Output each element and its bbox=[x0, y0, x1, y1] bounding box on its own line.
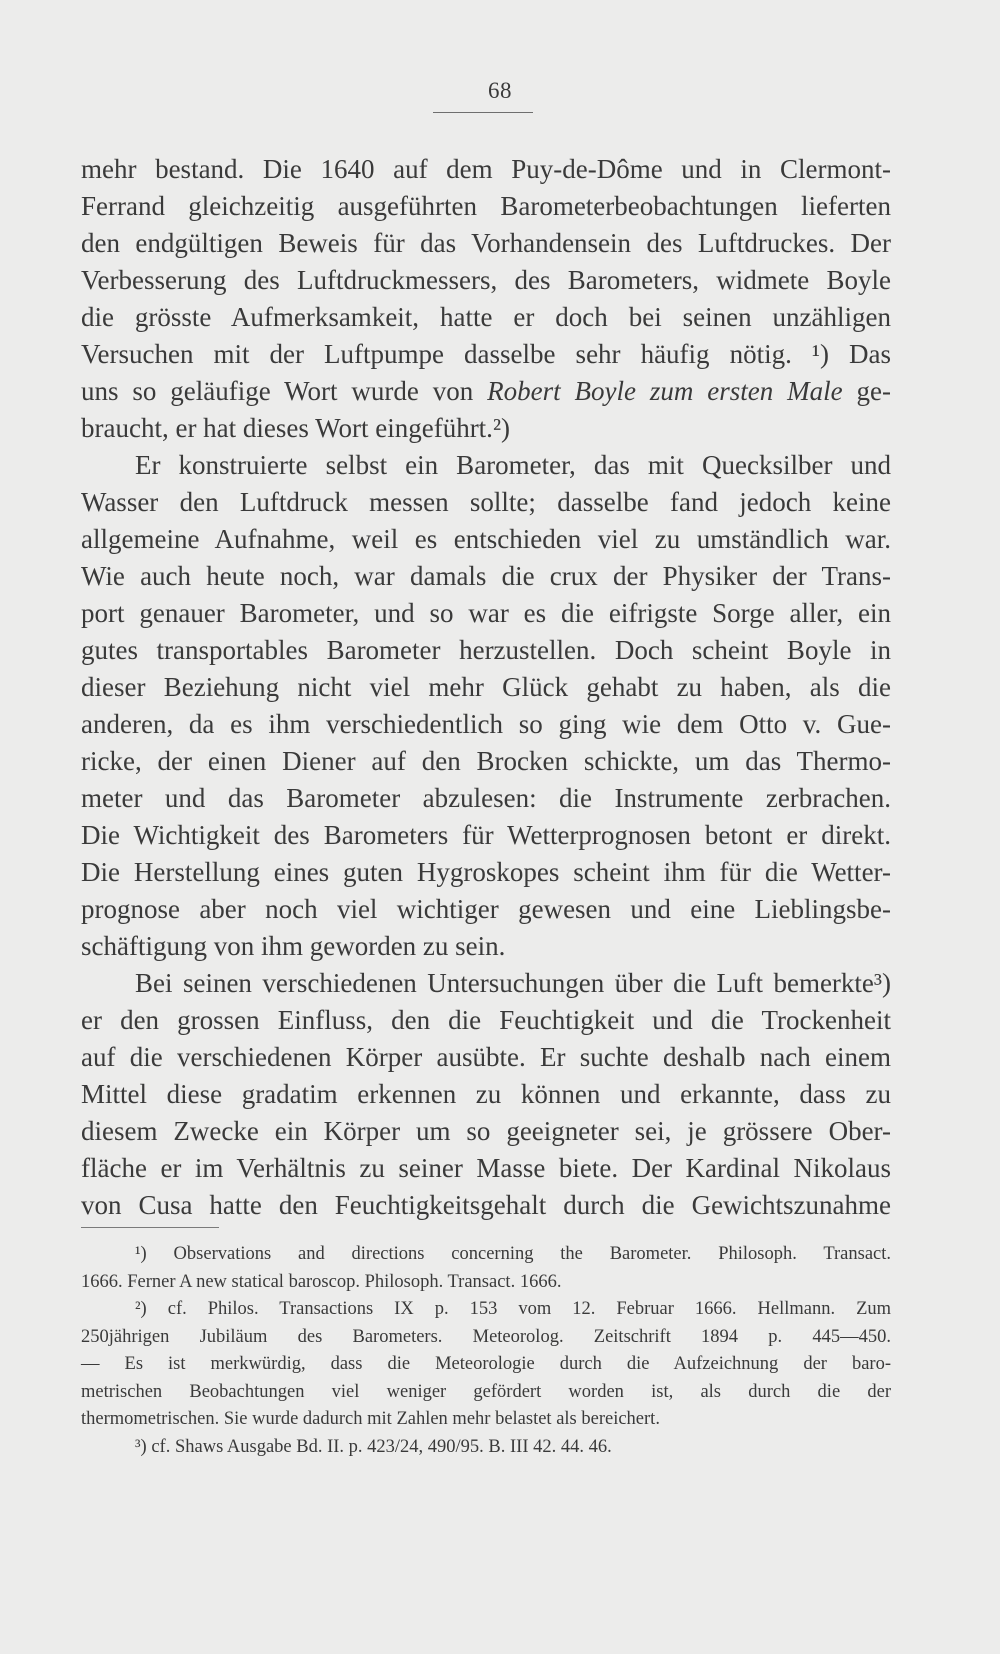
text-line: Die Wichtigkeit des Barometers für Wetterprognosen betont er direkt. bbox=[81, 820, 891, 850]
text-line: Wie auch heute noch, war damals die crux der Physiker der Trans- bbox=[81, 561, 891, 591]
footnote-marker: ²) bbox=[135, 1299, 147, 1319]
footnote-line: 1666. Ferner A new statical baroscop. Philosoph. Transact. 1666. bbox=[81, 1271, 562, 1292]
text-line: schäftigung von ihm geworden zu sein. bbox=[81, 931, 506, 961]
footnotes bbox=[81, 1241, 891, 1461]
footnote-line bbox=[81, 1434, 891, 1462]
text-segment: uns so geläufige Wort wurde von bbox=[81, 376, 474, 406]
text-line bbox=[81, 965, 891, 1002]
text-segment: ge- bbox=[856, 376, 892, 406]
text-line: Wasser den Luftdruck messen sollte; dasselbe fand jedoch keine bbox=[81, 487, 891, 517]
text-line: diesem Zwecke ein Körper um so geeigneter sei, je grössere Ober- bbox=[81, 1116, 891, 1146]
text-line: mehr bestand. Die 1640 auf dem Puy-de-Dôme und in Clermont- bbox=[81, 154, 891, 184]
footnote-line bbox=[81, 1296, 891, 1324]
footnote-reference: ³) bbox=[873, 968, 891, 998]
text-line: die grösste Aufmerksamkeit, hatte er doch bei seinen unzähligen bbox=[81, 302, 891, 332]
text-line: ricke, der einen Diener auf den Brocken schickte, um das Thermo- bbox=[81, 746, 891, 776]
page-number-rule bbox=[433, 112, 533, 113]
text-line: allgemeine Aufnahme, weil es entschieden viel zu umständlich war. bbox=[81, 524, 891, 554]
footnote-text: Observations and directions concerning the Barometer. Philosoph. Transact. bbox=[173, 1244, 892, 1264]
footnote-line: thermometrischen. Sie wurde dadurch mit Zahlen mehr belastet als bereichert. bbox=[81, 1409, 660, 1429]
text-segment: Versuchen mit der Luftpumpe dasselbe sehr häufig nötig. bbox=[81, 339, 792, 369]
text-segment: Bei seinen verschiedenen Untersuchungen über die Luft bemerkte bbox=[135, 968, 874, 998]
footnote-text: cf. Shaws Ausgabe Bd. II. p. 423/24, 490/95. B. III 42. 44. 46. bbox=[151, 1436, 612, 1457]
footnote-marker: ³) bbox=[135, 1436, 147, 1457]
text-line: prognose aber noch viel wichtiger gewesen und eine Lieblingsbe- bbox=[81, 894, 891, 924]
footnote-line: — Es ist merkwürdig, dass die Meteorologie durch die Aufzeichnung der baro- bbox=[81, 1354, 891, 1374]
text-line: Er konstruierte selbst ein Barometer, das mit Quecksilber und bbox=[135, 450, 891, 480]
body-text bbox=[81, 151, 891, 1224]
text-line bbox=[81, 373, 891, 410]
footnote-reference: ²) bbox=[492, 413, 511, 443]
text-line: fläche er im Verhältnis zu seiner Masse biete. Der Kardinal Nikolaus bbox=[81, 1153, 891, 1183]
text-line: den endgültigen Beweis für das Vorhandensein des Luftdruckes. Der bbox=[81, 228, 891, 258]
text-line bbox=[81, 336, 891, 373]
text-line bbox=[81, 410, 891, 447]
text-line: Mittel diese gradatim erkennen zu können und erkannte, dass zu bbox=[81, 1079, 891, 1109]
text-line: anderen, da es ihm verschiedentlich so ging wie dem Otto v. Gue- bbox=[81, 709, 891, 739]
footnote-reference: ¹) Das bbox=[811, 339, 892, 369]
footnote-line: 250jährigen Jubiläum des Barometers. Meteorolog. Zeitschrift 1894 p. 445—450. bbox=[81, 1326, 891, 1347]
text-line: er den grossen Einfluss, den die Feuchtigkeit und die Trockenheit bbox=[81, 1005, 891, 1035]
text-line: Ferrand gleichzeitig ausgeführten Barometerbeobachtungen lieferten bbox=[81, 191, 891, 221]
text-line: Die Herstellung eines guten Hygroskopes scheint ihm für die Wetter- bbox=[81, 857, 891, 887]
text-line: dieser Beziehung nicht viel mehr Glück gehabt zu haben, als die bbox=[81, 672, 891, 702]
footnote-line bbox=[81, 1241, 891, 1269]
text-line: von Cusa hatte den Feuchtigkeitsgehalt durch die Gewichtszunahme bbox=[81, 1190, 891, 1220]
footnote-separator bbox=[81, 1227, 219, 1228]
text-line: port genauer Barometer, und so war es die eifrigste Sorge aller, ein bbox=[81, 598, 891, 628]
text-line: gutes transportables Barometer herzustellen. Doch scheint Boyle in bbox=[81, 635, 891, 665]
text-line: meter und das Barometer abzulesen: die Instrumente zerbrachen. bbox=[81, 783, 891, 813]
footnote-text: cf. Philos. Transactions IX p. 153 vom 12. Februar 1666. Hellmann. Zum bbox=[167, 1299, 892, 1319]
footnote-marker: ¹) bbox=[135, 1244, 147, 1264]
text-line: auf die verschiedenen Körper ausübte. Er suchte deshalb nach einem bbox=[81, 1042, 891, 1072]
italic-text: Robert Boyle zum ersten Male bbox=[487, 376, 843, 406]
footnote-line: metrischen Beobachtungen viel weniger gefördert worden ist, als durch die der bbox=[81, 1381, 891, 1402]
text-segment: braucht, er hat dieses Wort eingeführt. bbox=[81, 413, 493, 443]
page-number: 68 bbox=[488, 78, 512, 103]
text-line: Verbesserung des Luftdruckmessers, des Barometers, widmete Boyle bbox=[81, 265, 891, 295]
